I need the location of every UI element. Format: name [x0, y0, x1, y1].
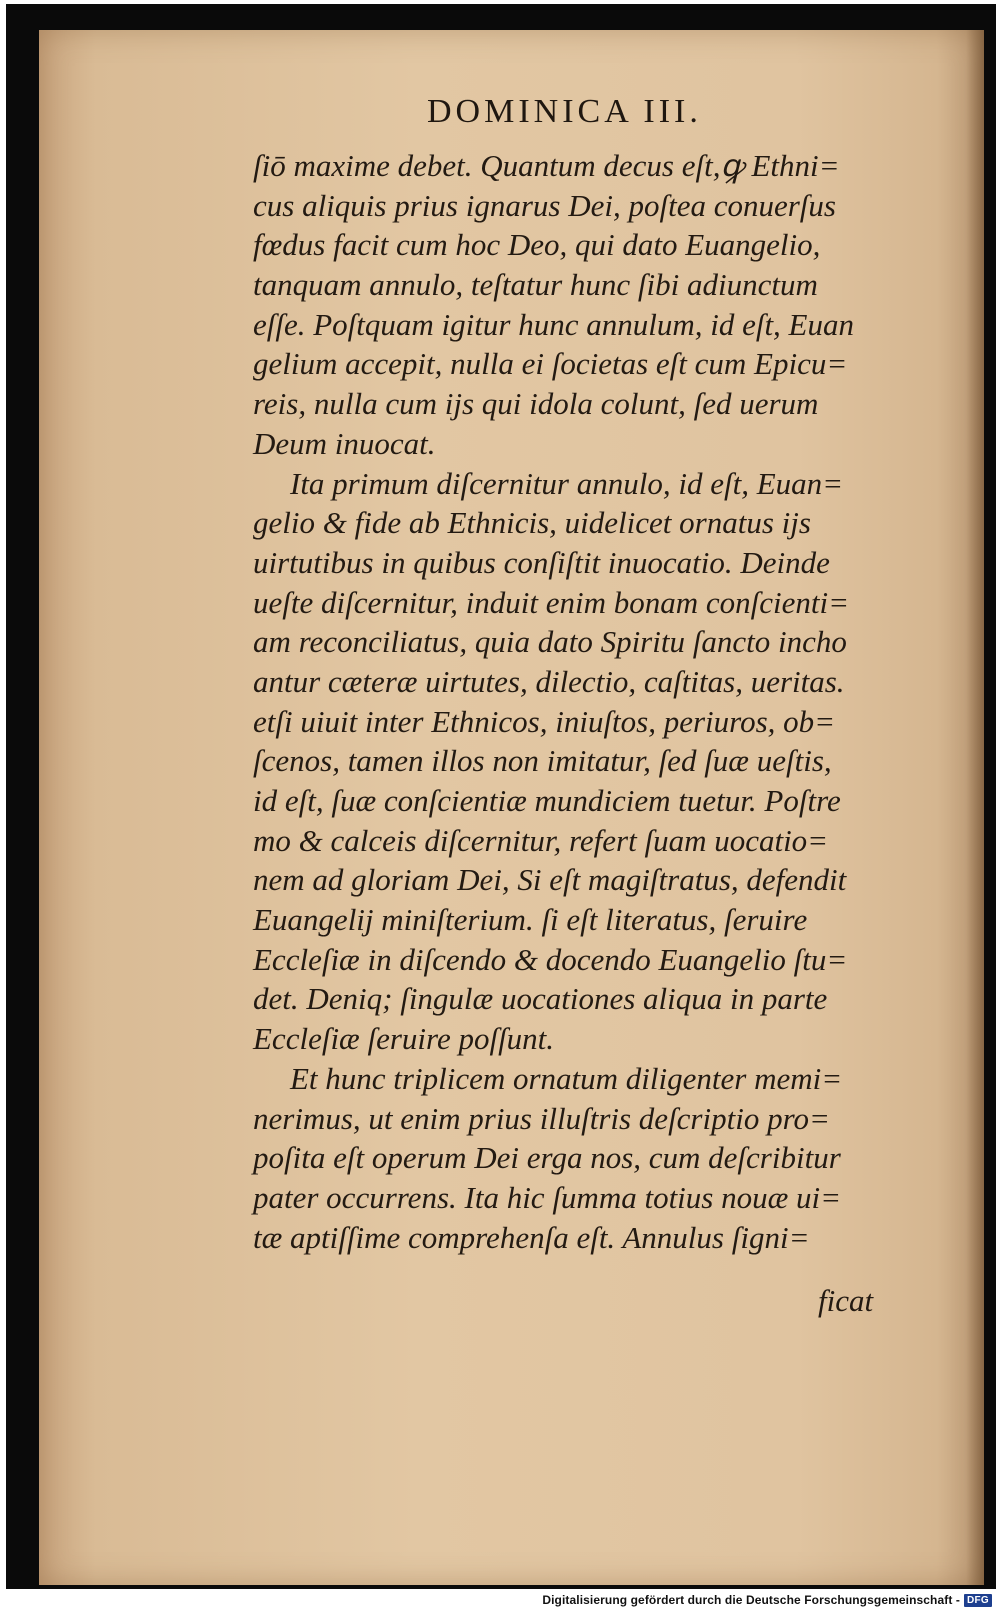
text-line: gelio & fide ab Ethnicis, uidelicet ornatus ijs [253, 505, 811, 541]
text-line: nerimus, ut enim prius illuſtris deſcriptio pro= [253, 1100, 830, 1136]
text-line: Et hunc triplicem ornatum diligenter memi= [290, 1060, 843, 1096]
text-line: eſſe. Poſtquam igitur hunc annulum, id eſt, Euan [253, 306, 854, 342]
text-line: ſcenos, tamen illos non imitatur, ſed ſuæ ueſtis, [253, 743, 832, 779]
text-line: id eſt, ſuæ conſcientiæ mundiciem tuetur. Poſtre [253, 783, 841, 818]
text-line: Eccleſiæ in diſcendo & docendo Euangelio ſtu= [253, 941, 848, 977]
text-line: ueſte diſcernitur, induit enim bonam conſcienti= [253, 584, 850, 620]
text-line: tanquam annulo, teſtatur hunc ſibi adiunctum [253, 267, 818, 303]
footer-credit: Digitalisierung gefördert durch die Deutsche Forschungsgemeinschaft - [542, 1593, 960, 1607]
running-head: DOMINICA III. [427, 93, 702, 130]
catchword: ficat [818, 1283, 874, 1318]
text-line: Ita primum diſcernitur annulo, id eſt, Euan= [290, 465, 844, 501]
text-line: fœdus facit cum hoc Deo, qui dato Euangelio, [253, 227, 821, 263]
text-line: Deum inuocat. [253, 425, 436, 461]
text-line: gelium accepit, nulla ei ſocietas eſt cum Epicu= [253, 346, 848, 382]
text-line: tæ aptiſſime comprehenſa eſt. Annulus ſigni= [253, 1219, 810, 1255]
page-edge-shadow [966, 30, 984, 1585]
text-line: nem ad gloriam Dei, Si eſt magiſtratus, defendit [253, 862, 847, 898]
text-line: Eccleſiæ ſeruire poſſunt. [253, 1021, 555, 1057]
text-line: reis, nulla cum ijs qui idola colunt, ſed uerum [253, 386, 819, 422]
body-text [253, 146, 883, 1257]
text-line: antur cæteræ uirtutes, dilectio, caſtitas, ueritas. [253, 663, 845, 699]
text-line: ſiō maxime debet. Quantum decus eſt,ꝙ Ethni= [253, 148, 840, 183]
dfg-logo-icon: DFG [964, 1594, 992, 1607]
text-line: pater occurrens. Ita hic ſumma totius nouæ ui= [253, 1179, 842, 1215]
text-line: etſi uiuit inter Ethnicos, iniuſtos, periuros, ob= [253, 703, 836, 739]
text-line: det. Deniq; ſingulæ uocationes aliqua in parte [253, 981, 828, 1017]
digitization-footer [542, 1589, 992, 1611]
text-line: uirtutibus in quibus conſiſtit inuocatio. Deinde [253, 544, 830, 580]
text-line: cus aliquis prius ignarus Dei, poſtea conuerſus [253, 187, 836, 223]
text-line: poſita eſt operum Dei erga nos, cum deſcribitur [253, 1140, 841, 1176]
text-line: Euangelij miniſterium. ſi eſt literatus, ſeruire [253, 902, 808, 938]
text-line: mo & calceis diſcernitur, refert ſuam uocatio= [253, 822, 829, 858]
text-line: am reconciliatus, quia dato Spiritu ſancto incho [253, 624, 847, 660]
